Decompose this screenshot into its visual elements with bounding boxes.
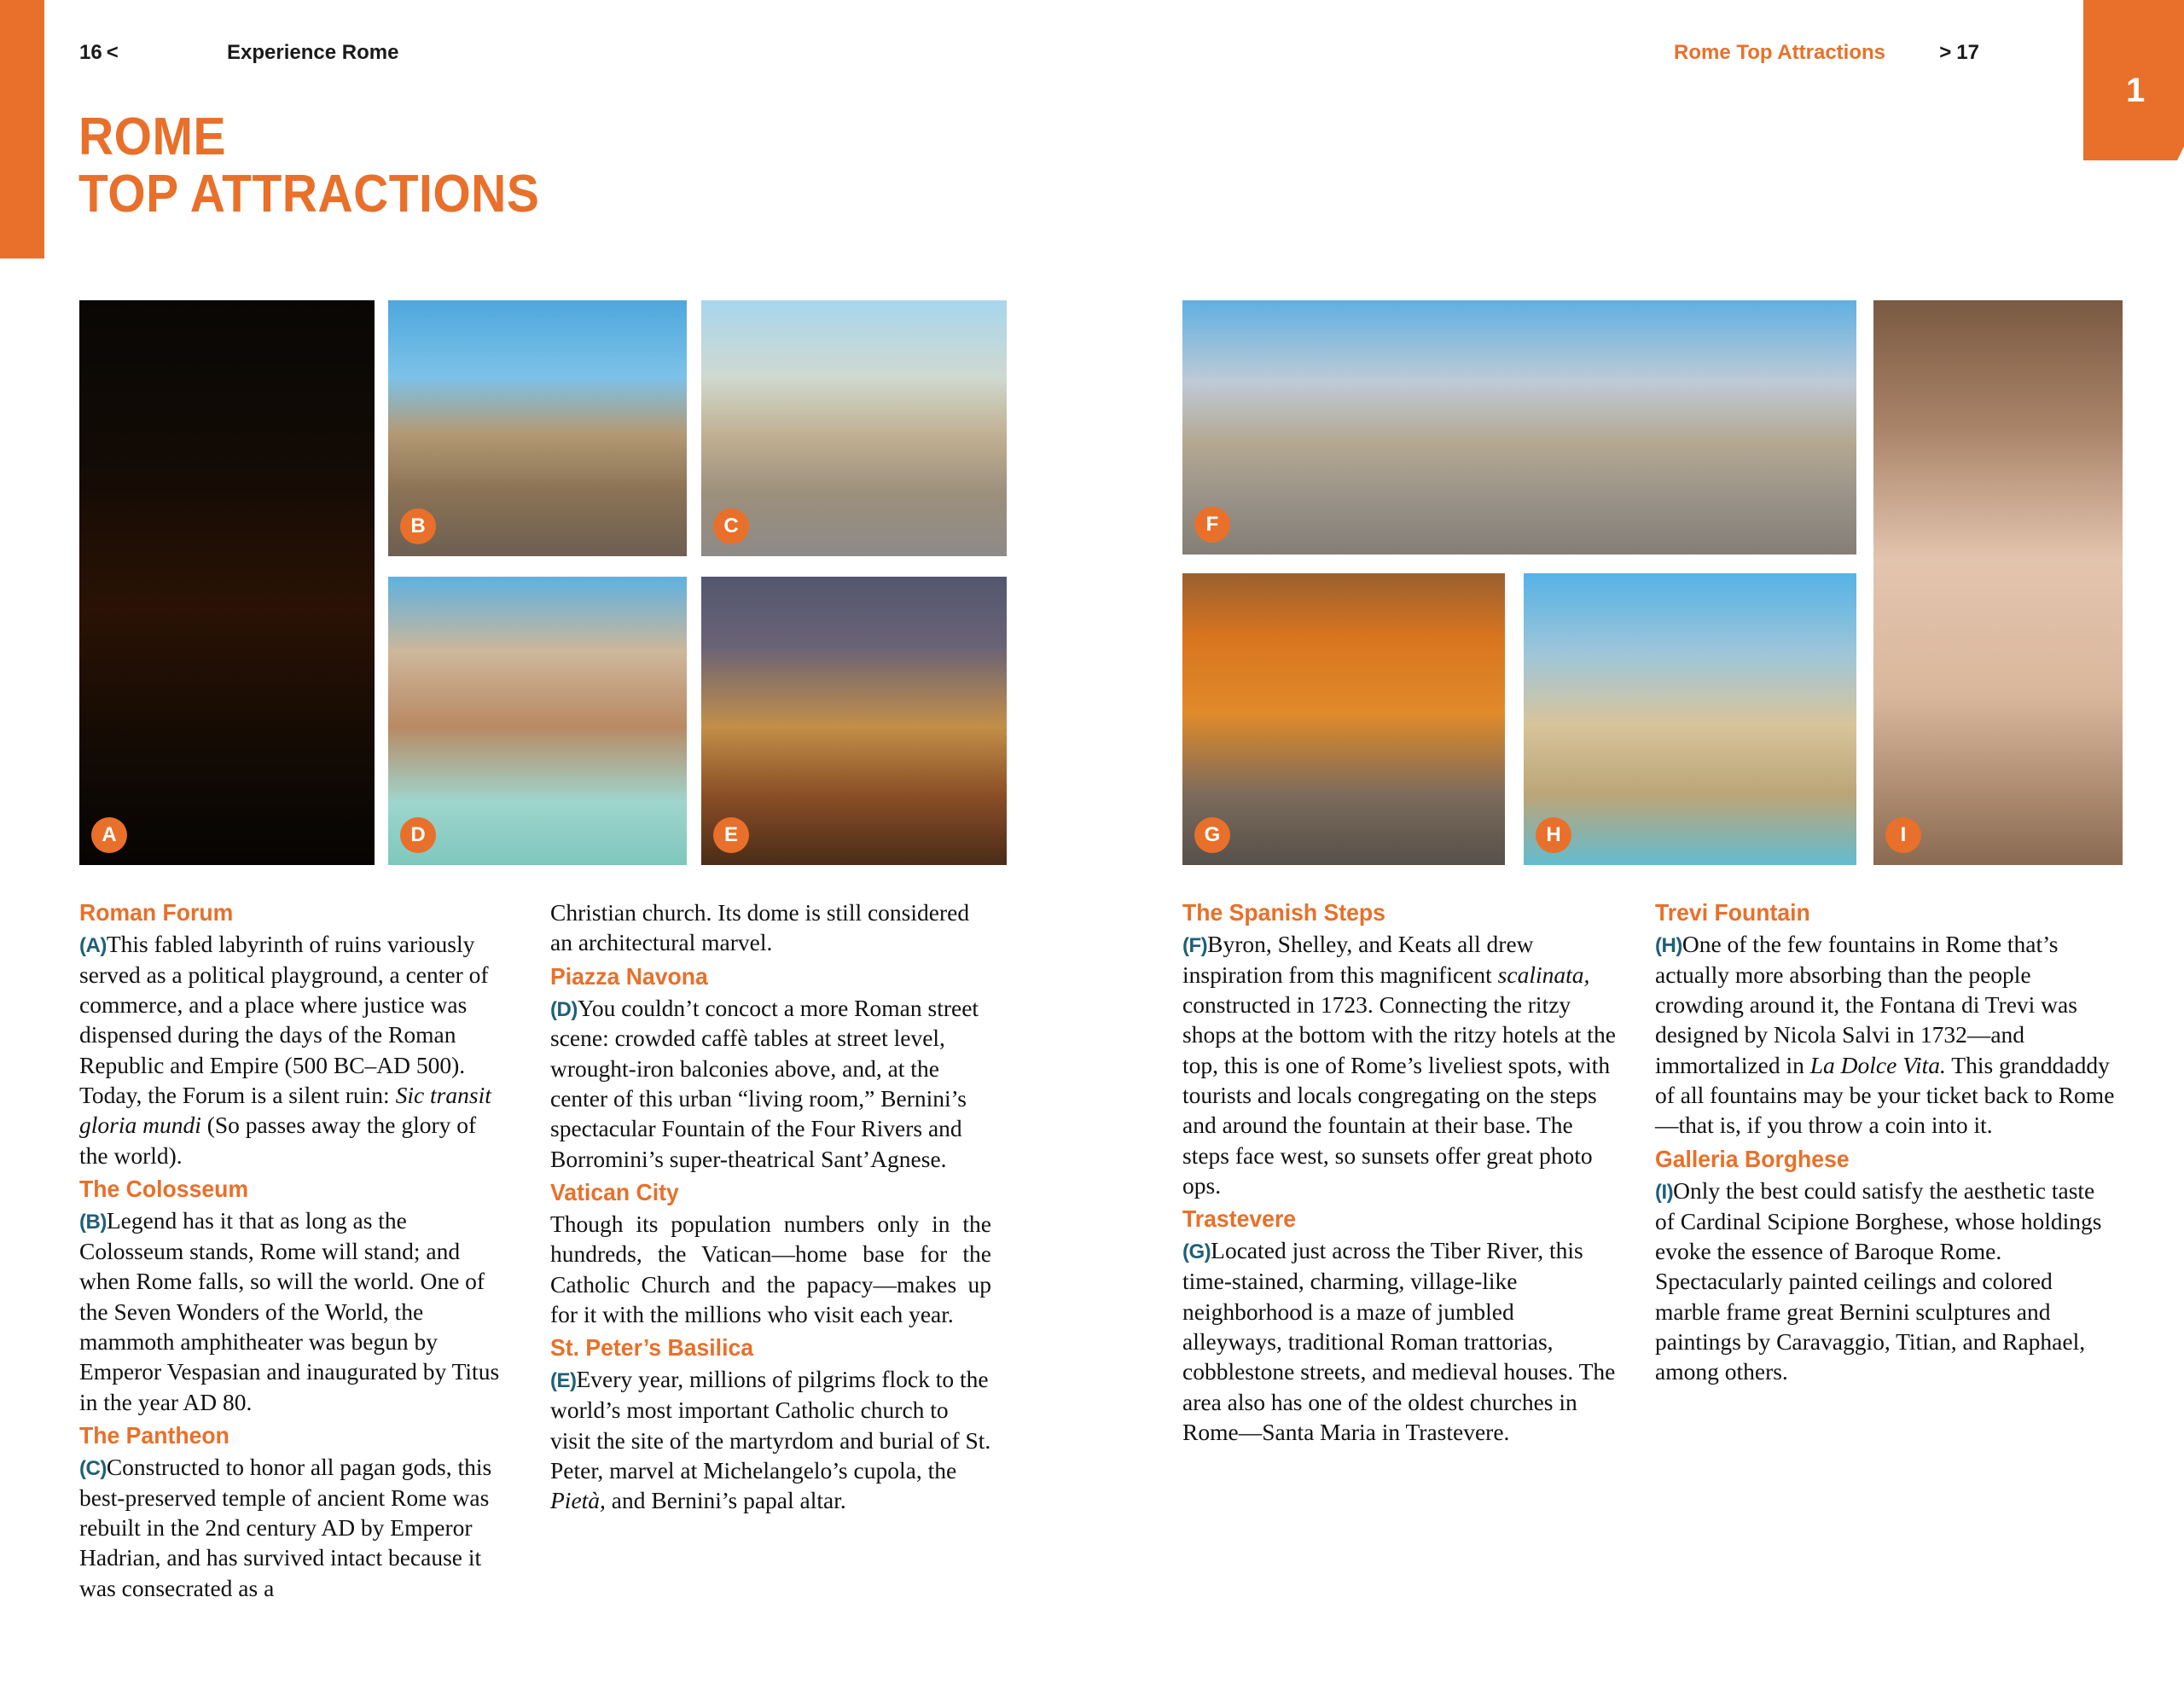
photo-reference-marker: (H)	[1655, 933, 1682, 957]
running-head-section-left: Experience Rome	[227, 41, 399, 64]
folio-right	[1939, 41, 1979, 65]
attraction-heading: St. Peter’s Basilica	[550, 1334, 754, 1362]
italic-phrase: La Dolce Vita.	[1809, 1051, 1946, 1078]
photo-reference-marker: (E)	[550, 1369, 577, 1393]
attraction-heading: Piazza Navona	[550, 962, 708, 990]
attraction-body: (A)This fabled labyrinth of ruins variously served as a political playground, a center of commerce, and a place where justice was dispensed during the days of the Roman Republic and Empire (500 BC–AD 500). Today, the Forum is a silent ruin: Sic transit gloria mundi (So passes away the glory of the world).	[79, 930, 491, 1169]
photo-badge-g: G	[1194, 817, 1230, 853]
folio-right-number: 17	[1956, 41, 1979, 64]
photo-reference-marker: (G)	[1182, 1240, 1211, 1264]
attraction-heading: Roman Forum	[79, 899, 234, 926]
photo-colosseum	[388, 300, 687, 556]
next-page-arrow-icon: >	[1939, 41, 1952, 64]
attraction-body: Christian church. Its dome is still considered an architectural marvel.	[550, 899, 970, 956]
attraction-body: (I)Only the best could satisfy the aesthetic taste of Cardinal Scipione Borghese, whose holdings evoke the essence of Baroque Rome. Spectacularly painted ceilings and colored marble frame great Bernini sculptures and paintings by Caravaggio, Titian, and Raphael, among others.	[1655, 1176, 2102, 1385]
photo-reference-marker: (A)	[79, 933, 107, 957]
photo-roman-forum	[79, 300, 375, 865]
photo-pantheon	[701, 300, 1007, 556]
italic-phrase: Sic transit gloria mundi	[79, 1082, 491, 1139]
attraction-body: (G)Located just across the Tiber River, this time-stained, charming, village-like neighborhood is a maze of jumbled alleyways, traditional Roman trattorias, cobblestone streets, and medieval houses. The area also has one of the oldest churches in Rome—Santa Maria in Trastevere.	[1182, 1237, 1616, 1445]
photo-badge-f: F	[1194, 507, 1230, 543]
photo-reference-marker: (C)	[79, 1456, 107, 1480]
text-column-1	[79, 897, 510, 1606]
attraction-heading: The Pantheon	[79, 1421, 229, 1449]
attraction-body: (B)Legend has it that as long as the Colosseum stands, Rome will stand; and when Rome falls, so will the world. One of the Seven Wonders of the World, the mammoth amphitheater was begun by Emperor Vespasian and inaugurated by Titus in the year AD 80.	[79, 1207, 500, 1415]
attraction-heading: Trastevere	[1182, 1205, 1297, 1233]
attraction-heading: The Spanish Steps	[1182, 899, 1385, 926]
text-column-4	[1655, 897, 2120, 1391]
left-accent-bar	[0, 0, 44, 258]
chapter-tab-number: 1	[2126, 72, 2145, 109]
photo-galleria-borghese	[1873, 300, 2123, 865]
attraction-body: (F)Byron, Shelley, and Keats all drew inspiration from this magnificent scalinata, constructed in 1723. Connecting the ritzy shops at the bottom with the ritzy hotels at the top, this is one of Rome’s liveliest spots, with tourists and locals congregating on the steps and around the fountain at their base. The steps face west, so sunsets offer great photo ops.	[1182, 930, 1616, 1199]
text-column-3	[1182, 897, 1618, 1450]
chapter-corner-tab	[2083, 0, 2184, 160]
page-title	[78, 109, 539, 224]
photo-badge-b: B	[400, 508, 436, 544]
photo-trevi-fountain	[1524, 573, 1856, 865]
running-head-section-right: Rome Top Attractions	[1673, 41, 1885, 64]
photo-badge-h: H	[1536, 817, 1571, 853]
attraction-heading: Galleria Borghese	[1655, 1145, 1850, 1172]
prev-page-arrow-icon: <	[106, 41, 119, 64]
photo-reference-marker: (D)	[550, 997, 578, 1021]
photo-reference-marker: (F)	[1182, 933, 1208, 957]
photo-reference-marker: (B)	[79, 1211, 107, 1234]
photo-badge-e: E	[713, 817, 749, 853]
page-title-line2: TOP ATTRACTIONS	[78, 164, 540, 224]
folio-left	[79, 41, 119, 65]
attraction-body: (C)Constructed to honor all pagan gods, this best-preserved temple of ancient Rome was rebuilt in the 2nd century AD by Emperor Hadrian, and has survived intact because it was consecrated as a	[79, 1453, 492, 1601]
photo-badge-d: D	[400, 817, 436, 853]
running-head	[0, 41, 2184, 75]
attraction-body: (D)You couldn’t concoct a more Roman street scene: crowded caffè tables at street level, wrought-iron balconies above, and, at the center of this urban “living room,” Bernini’s spectacular Fountain of the Four Rivers and Borromini’s super-theatrical Sant’Agnese.	[550, 994, 979, 1172]
attraction-heading: Vatican City	[550, 1179, 679, 1206]
photo-badge-c: C	[713, 508, 749, 544]
italic-phrase: scalinata,	[1497, 961, 1590, 988]
photo-st-peters	[701, 577, 1007, 865]
folio-left-number: 16	[79, 41, 102, 64]
photo-spanish-steps	[1182, 300, 1856, 555]
photo-badge-a: A	[91, 817, 127, 853]
photo-trastevere	[1182, 573, 1505, 865]
italic-phrase: Pietà,	[550, 1487, 606, 1514]
attraction-body: (H)One of the few fountains in Rome that’s actually more absorbing than the people crowding around it, the Fontana di Trevi was designed by Nicola Salvi in 1732—and immortalized in La Dolce Vita. This granddaddy of all fountains may be your ticket back to Rome—that is, if you throw a coin into it.	[1655, 930, 2115, 1139]
text-column-2	[550, 897, 991, 1519]
photo-reference-marker: (I)	[1655, 1180, 1674, 1204]
attraction-heading: Trevi Fountain	[1655, 899, 1810, 926]
photo-badge-i: I	[1885, 817, 1921, 853]
page-title-line1: ROME	[78, 107, 226, 166]
photo-piazza-navona	[388, 577, 687, 865]
attraction-body: Though its population numbers only in the hundreds, the Vatican—home base for the Catholic Church and the papacy—makes up for it with the millions who visit each year.	[550, 1211, 991, 1328]
attraction-heading: The Colosseum	[79, 1176, 249, 1203]
attraction-body: (E)Every year, millions of pilgrims flock to the world’s most important Catholic church to visit the site of the martyrdom and burial of St. Peter, marvel at Michelangelo’s cupola, the Pietà, and Bernini’s papal altar.	[550, 1366, 991, 1514]
